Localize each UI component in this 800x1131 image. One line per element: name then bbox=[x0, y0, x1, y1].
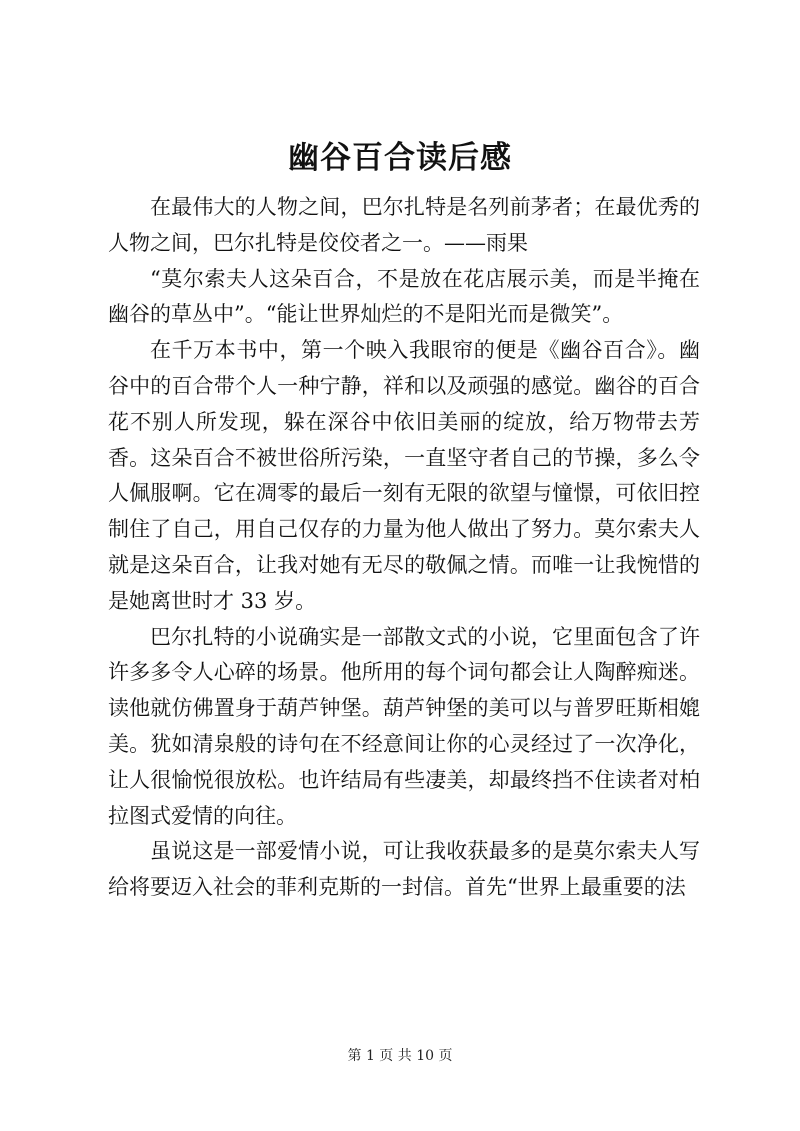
article-body bbox=[108, 190, 700, 906]
paragraph-letter: 虽说这是一部爱情小说，可让我收获最多的是莫尔索夫人写给将要迈入社会的菲利克斯的一封信。首先“世界上最重要的法 bbox=[108, 839, 700, 900]
page-title: 幽谷百合读后感 bbox=[288, 140, 512, 176]
page-number-footer: 第 1 页 共 10 页 bbox=[347, 1048, 453, 1064]
paragraph-quote: 在最伟大的人物之间，巴尔扎特是名列前茅者；在最优秀的人物之间，巴尔扎特是佼佼者之一。——雨果 bbox=[108, 195, 700, 255]
paragraph-intro: “莫尔索夫人这朵百合，不是放在花店展示美，而是半掩在幽谷的草丛中”。“能让世界灿烂的不是阳光而是微笑”。 bbox=[108, 266, 700, 327]
paragraph-novel: 巴尔扎特的小说确实是一部散文式的小说，它里面包含了许许多多令人心碎的场景。他所用的每个词句都会让人陶醉痴迷。读他就仿佛置身于葫芦钟堡。葫芦钟堡的美可以与普罗旺斯相媲美。犹如清泉般的诗句在不经意间让你的心灵经过了一次净化，让人很愉悦很放松。也许结局有些凄美，却最终挡不住读者对柏拉图式爱情的向往。 bbox=[108, 624, 700, 828]
paragraph-lily: 在千万本书中，第一个映入我眼帘的便是《幽谷百合》。幽谷中的百合带个人一种宁静，祥和以及顽强的感觉。幽谷的百合花不别人所发现，躲在深谷中依旧美丽的绽放，给万物带去芳香。这朵百合不被世俗所污染，一直坚守者自己的节操，多么令人佩服啊。它在凋零的最后一刻有无限的欲望与憧憬，可依旧控制住了自己，用自己仅存的力量为他人做出了努力。莫尔索夫人就是这朵百合，让我对她有无尽的敬佩之情。而唯一让我惋惜的是她离世时才 33 岁。 bbox=[108, 338, 700, 613]
